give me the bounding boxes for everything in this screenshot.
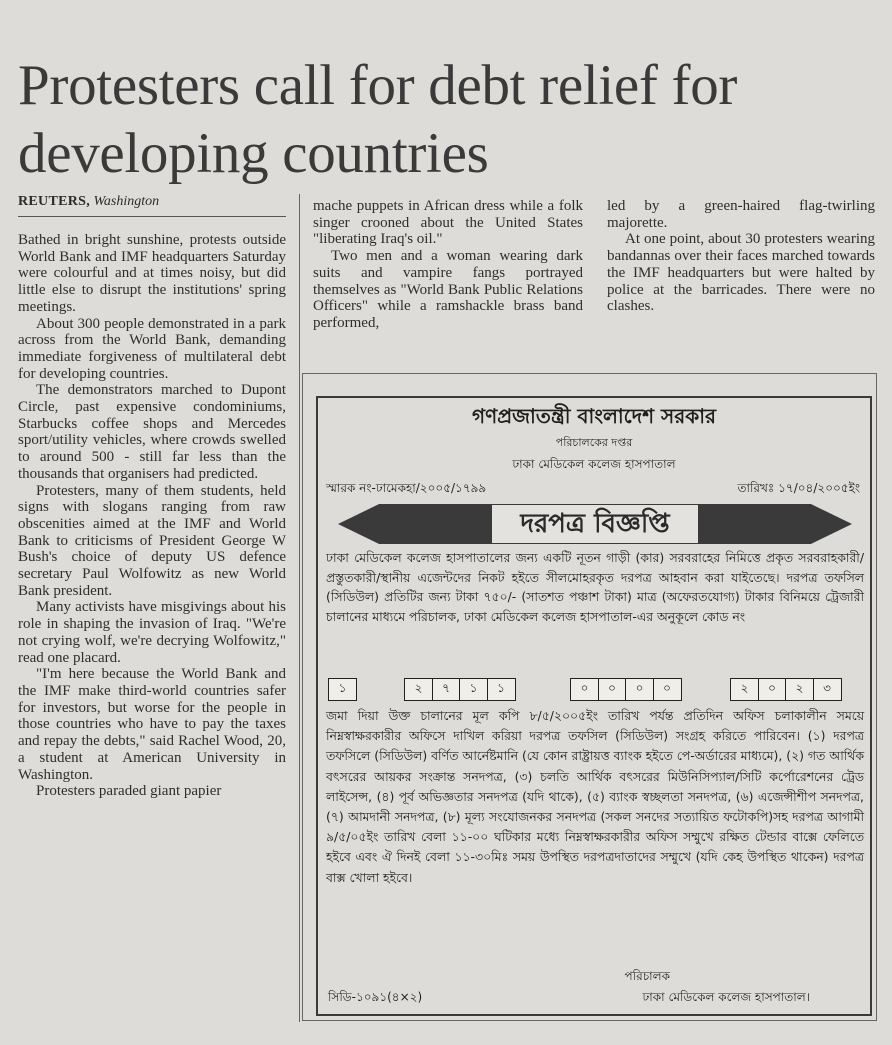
paragraph: Bathed in bright sunshine, protests outside World Bank and IMF headquarters Saturday were colourful and at times noisy, but did little else to disrupt the institutions' spring meetings. [18,232,286,315]
paragraph: Protesters, many of them students, held signs with slogans ranging from raw obscenities aimed at the IMF and World Bank to criticisms of President George W Bush's choice of deputy US defence secretary Paul Wolfowitz as new World Bank president. [18,482,286,599]
digit-box: ১ [487,678,516,701]
notice-banner [338,504,852,544]
banner-title: দরপত্র বিজ্ঞপ্তি [492,505,697,543]
ad-code: সিডি-১০৯১(৪×২) [328,990,423,1004]
code-box-group [730,678,840,701]
byline-city: Washington [93,194,160,209]
digit-box: ৭ [432,678,461,701]
signatory-title: পরিচালক [624,969,670,983]
digit-box: ০ [758,678,787,701]
paragraph: About 300 people demonstrated in a park across from the World Bank, demanding immediate forgiveness of multilateral debt for developing countries. [18,315,286,382]
column-divider [299,194,300,1022]
paragraph: led by a green-haired flag-twirling majorette. [607,198,875,231]
headline: Protesters call for debt relief for developing countries [18,54,738,186]
paragraph: At one point, about 30 protesters wearing bandannas over their faces marched towards the IMF headquarters but were halted by police at the barricades. There were no clashes. [607,231,875,315]
notice-body-2: জমা দিয়া উক্ত চালানের মূল কপি ৮/৫/২০০৫ইং তারিখ পর্যন্ত প্রতিদিন অফিস চলাকালীন সময়ে নিম্নস্বাক্ষরকারীর অফিসে দাখিল করিয়া দরপত্র তফসিল (সিডিউল) সংগ্রহ করিতে পারিবেন। (১) দরপত্র তফসিলে (সিডিউল) বর্ণিত আর্নেষ্টমানি (যে কোন রাষ্ট্রায়ত্ত ব্যাংক হইতে পে-অর্ডারের মাধ্যমে), (২) গত আর্থিক বৎসরের আয়কর সংক্রান্ত সনদপত্র, (৩) চলতি আর্থিক বৎসরের মিউনিসিপ্যাল/সিটি কর্পোরেশনের ট্রেড লাইসেন্স, (৪) পূর্ব অভিজ্ঞতার সনদপত্র (যদি থাকে), (৫) ব্যাংক স্বচ্ছলতা সনদপত্র, (৬) এজেন্সীশীপ সনদপত্র, (৭) আমদানী সনদপত্র, (৮) মূল্য সংযোজনকর সনদপত্র (সকল সনদের সত্যায়িত ফটোকপি)সহ দরপত্র আগামী ৯/৫/০৫ইং তারিখ বেলা ১১-০০ ঘটিকার মধ্যে নিম্নস্বাক্ষরকারীর অফিস সম্মুখে রক্ষিত টেন্ডার বাক্সে ফেলিতে হইবে এবং ঐ দিনই বেলা ১১-৩০মিঃ সময় উপস্থিত দরপত্রদাতাদের সম্মুখে (যদি কেহ উপস্থিত থাকেন) দরপত্র বাক্স খোলা হইবে। [326,708,864,885]
digit-box: ০ [598,678,627,701]
paragraph: Two men and a woman wearing dark suits and vampire fangs portrayed themselves as "World Bank Public Relations Officers" while a ramshackle brass band performed, [313,248,583,331]
paragraph: The demonstrators marched to Dupont Circle, past expensive condominiums, Starbucks coffee shops and Mercedes sport/utility vehicles, where crowds swelled to around 500 - still far less than the thousands that organisers had predicted. [18,382,286,482]
article-column-2 [313,198,583,332]
byline [18,194,286,217]
digit-box: ২ [404,678,433,701]
notice-body-1: ঢাকা মেডিকেল কলেজ হাসপাতালের জন্য একটি নূতন গাড়ী (কার) সরবরাহের নিমিত্তে প্রকৃত সরবরাহকারী/প্রস্তুতকারী/স্থানীয় এজেন্টদের নিকট হইতে সীলমোহরকৃত দরপত্র আহবান করা যাইতেছে। দরপত্র তফসিল (সিডিউল) প্রতিটির জন্য টাকা ৭৫০/- (সাতশত পঞ্চাশ টাকা) মাত্র (অফেরতযোগ্য) টাকার বিনিময়ে ট্রেজারী চালানের মাধ্যমে পরিচালক, ঢাকা মেডিকেল কলেজ হাসপাতাল-এর অনুকূলে কোড নং [326,550,864,624]
code-box-group [328,678,356,701]
byline-agency: REUTERS, [18,194,91,209]
signatory-hospital: ঢাকা মেডিকেল কলেজ হাসপাতাল। [642,990,810,1004]
paragraph: "I'm here because the World Bank and the IMF make third-world countries safer for investors, but worse for the people in those countries who have to pay the taxes and repay the debts," said Rachel Wood, 20, a student at American University in Washington. [18,666,286,783]
paragraph: Protesters paraded giant papier [36,783,222,800]
paragraph: mache puppets in African dress while a folk singer crooned about the United States "liberating Iraq's oil." [313,198,583,248]
notice-org: গণপ্রজাতন্ত্রী বাংলাদেশ সরকার [472,404,716,428]
notice-dept: পরিচালকের দপ্তর [555,436,633,449]
digit-box: ২ [785,678,814,701]
tender-notice [316,396,872,1016]
digit-box: ২ [730,678,759,701]
digit-box: ০ [653,678,682,701]
digit-box: ৩ [813,678,842,701]
notice-memo-number: স্মারক নং-ঢামেকহা/২০০৫/১৭৯৯ [326,481,487,495]
article-column-3 [607,198,875,315]
paragraph: Many activists have misgivings about his role in shaping the invasion of Iraq. "We're not crying wolf, we're decrying Wolfowitz," read one placard. [18,599,286,666]
code-box-group [404,678,514,701]
code-box-group [570,678,680,701]
notice-date: তারিখঃ ১৭/০৪/২০০৫ইং [737,481,860,495]
digit-box: ১ [459,678,488,701]
code-number-boxes [328,678,864,702]
article-column-1 [18,232,286,800]
notice-hospital: ঢাকা মেডিকেল কলেজ হাসপাতাল [512,457,676,471]
digit-box: ০ [625,678,654,701]
digit-box: ১ [328,678,357,701]
digit-box: ০ [570,678,599,701]
